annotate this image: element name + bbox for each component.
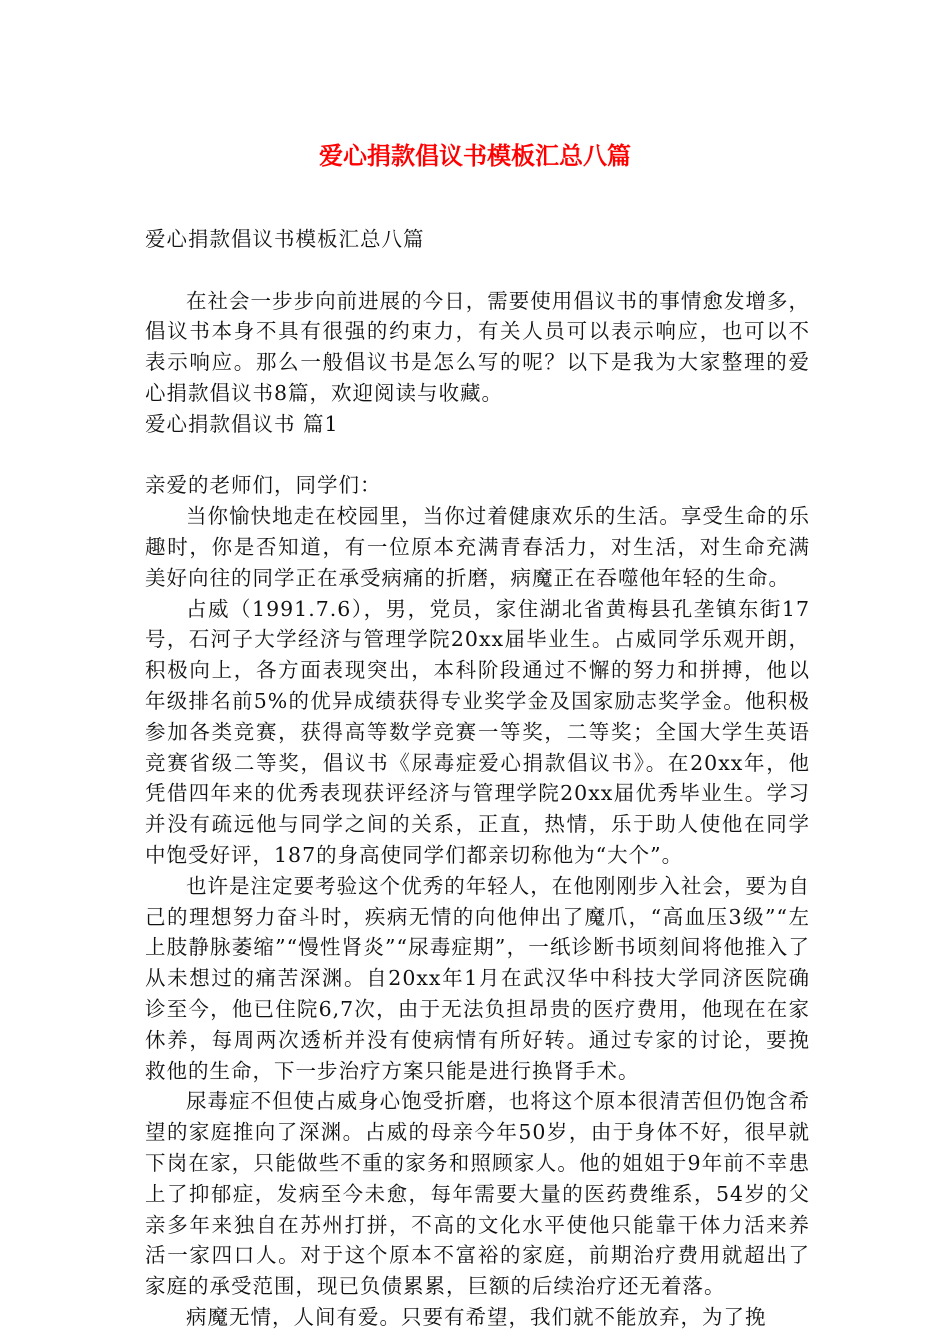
body-paragraph: 占威（1991.7.6），男，党员，家住湖北省黄梅县孔垄镇东街17号，石河子大学经济与管理学院20xx届毕业生。占威同学乐观开朗，积极向上，各方面表现突出，本科阶段通过不懈的努力和拼搏，他以年级排名前5%的优异成绩获得专业奖学金及国家励志奖学金。他积极参加各类竞赛，获得高等数学竞赛一等奖，二等奖；全国大学生英语竞赛省级二等奖，倡议书《尿毒症爱心捐款倡议书》。在20xx年，他凭借四年来的优秀表现获评经济与管理学院20xx届优秀毕业生。学习并没有疏远他与同学之间的关系，正直，热情，乐于助人使他在同学中饱受好评，187的身高使同学们都亲切称他为“大个”。: [145, 596, 810, 867]
document-body: [145, 224, 810, 1333]
body-paragraph: 病魔无情，人间有爱。只要有希望，我们就不能放弃，为了挽: [186, 1304, 767, 1329]
intro-paragraph: 在社会一步步向前进展的今日，需要使用倡议书的事情愈发增多，倡议书本身不具有很强的约束力，有关人员可以表示响应，也可以不表示响应。那么一般倡议书是怎么写的呢？以下是我为大家整理的爱心捐款倡议书8篇，欢迎阅读与收藏。: [145, 288, 810, 405]
body-paragraph: 尿毒症不但使占威身心饱受折磨，也将这个原本很清苦但仍饱含希望的家庭推向了深渊。占威的母亲今年50岁，由于身体不好，很早就下岗在家，只能做些不重的家务和照顾家人。他的姐姐于9年前不幸患上了抑郁症，发病至今未愈，每年需要大量的医药费维系，54岁的父亲多年来独自在苏州打拼，不高的文化水平使他只能靠干体力活来养活一家四口人。对于这个原本不富裕的家庭，前期治疗费用就超出了家庭的承受范围，现已负债累累，巨额的后续治疗还无着落。: [145, 1089, 810, 1299]
document-title: 爱心捐款倡议书模板汇总八篇: [319, 142, 631, 170]
body-paragraph: 当你愉快地走在校园里，当你过着健康欢乐的生活。享受生命的乐趣时，你是否知道，有一位原本充满青春活力，对生活，对生命充满美好向往的同学正在承受病痛的折磨，病魔正在吞噬他年轻的生命。: [145, 504, 810, 590]
body-paragraph: 也许是注定要考验这个优秀的年轻人，在他刚刚步入社会，要为自己的理想努力奋斗时，疾病无情的向他伸出了魔爪，“高血压3级”“左上肢静脉萎缩”“慢性肾炎”“尿毒症期”，一纸诊断书顷刻间将他推入了从未想过的痛苦深渊。自20xx年1月在武汉华中科技大学同济医院确诊至今，他已住院6,7次，由于无法负担昂贵的医疗费用，他现在在家休养，每周两次透析并没有使病情有所好转。通过专家的讨论，要挽救他的生命，下一步治疗方案只能是进行换肾手术。: [145, 873, 810, 1083]
document-subtitle: 爱心捐款倡议书模板汇总八篇: [145, 227, 425, 251]
blank-line: [145, 440, 810, 471]
section-heading: 爱心捐款倡议书 篇1: [145, 411, 339, 436]
salutation: 亲爱的老师们，同学们：: [145, 473, 382, 498]
